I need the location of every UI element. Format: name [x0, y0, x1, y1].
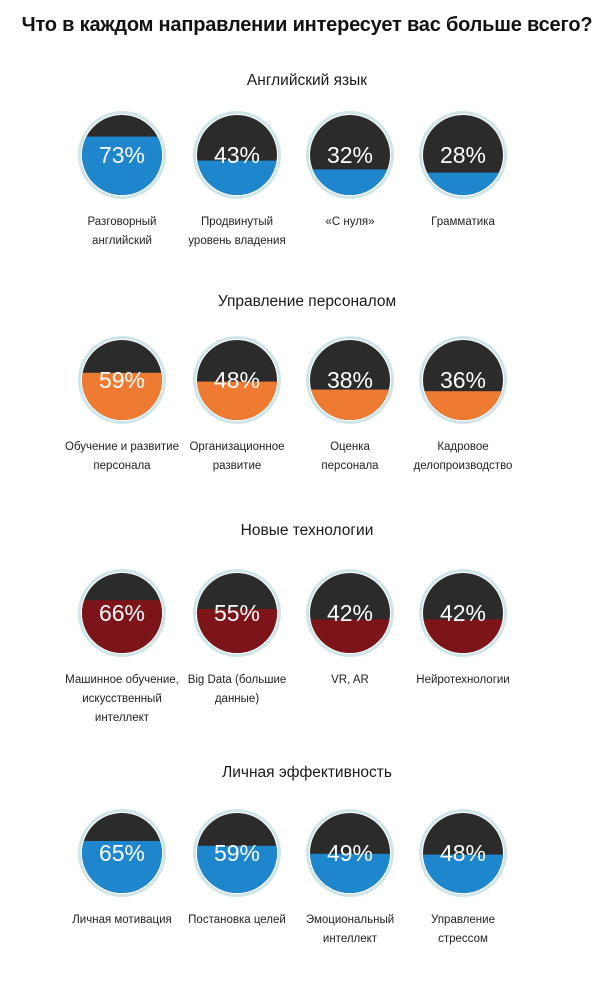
item-label: Обучение и развитие персонала [65, 441, 179, 472]
gauge-svg [305, 335, 395, 425]
gauge [418, 110, 508, 200]
gauge-svg [192, 110, 282, 200]
gauge [418, 808, 508, 898]
item-label: Продвинутый уровень владения [188, 216, 286, 247]
item-label: Big Data (большие данные) [187, 674, 287, 705]
item-label: Личная мотивация [72, 914, 172, 926]
gauge-svg [77, 110, 167, 200]
gauge-svg [192, 568, 282, 658]
gauge-value-label: 42% [326, 600, 374, 626]
gauge [77, 568, 167, 658]
gauge-value-label: 48% [213, 367, 261, 393]
gauge-value-label: 59% [98, 367, 146, 393]
gauge [305, 110, 395, 200]
gauge [192, 110, 282, 200]
gauge-value-label: 59% [213, 840, 261, 866]
gauge [77, 335, 167, 425]
gauge-svg [305, 110, 395, 200]
gauge-value-label: 43% [213, 142, 261, 168]
item-label: VR, AR [331, 674, 369, 686]
gauge-value-label: 65% [98, 840, 146, 866]
gauge-svg [305, 568, 395, 658]
item-label: Эмоциональный интеллект [305, 914, 395, 945]
gauge [418, 568, 508, 658]
item-label: Разговорный английский [87, 216, 157, 247]
gauge-svg [418, 568, 508, 658]
gauge-fill [423, 391, 503, 420]
gauge-svg [418, 335, 508, 425]
item-label: Машинное обучение, искусственный интеллект [65, 674, 179, 724]
item-label: «С нуля» [325, 216, 375, 228]
gauge [192, 568, 282, 658]
gauge [77, 110, 167, 200]
gauge-svg [192, 808, 282, 898]
section-title: Новые технологии [240, 522, 374, 539]
page-title: Что в каждом направлении интересует вас больше всего? [21, 14, 593, 36]
gauge-value-label: 73% [98, 142, 146, 168]
gauge [305, 808, 395, 898]
section-title: Английский язык [246, 72, 368, 89]
gauge-value-label: 66% [98, 600, 146, 626]
gauge-svg [77, 568, 167, 658]
item-label: Управление стрессом [431, 914, 495, 945]
item-label: Постановка целей [188, 914, 286, 926]
section-title: Управление персоналом [217, 293, 397, 310]
gauge-fill [423, 173, 503, 195]
item-label: Организационное развитие [189, 441, 285, 472]
gauge-svg [418, 110, 508, 200]
item-label: Грамматика [431, 216, 495, 228]
gauge-svg [418, 808, 508, 898]
gauge-fill [310, 390, 390, 420]
gauge-fill [310, 169, 390, 195]
gauge [77, 808, 167, 898]
item-label: Нейротехнологии [416, 674, 510, 686]
gauge-value-label: 38% [326, 367, 374, 393]
gauge [305, 335, 395, 425]
gauge-value-label: 28% [439, 142, 487, 168]
gauge-value-label: 36% [439, 367, 487, 393]
gauge-svg [77, 335, 167, 425]
gauge-value-label: 49% [326, 840, 374, 866]
gauge-value-label: 48% [439, 840, 487, 866]
gauge-value-label: 32% [326, 142, 374, 168]
item-label: Кадровое делопроизводство [413, 441, 513, 472]
section-title: Личная эффективность [222, 764, 392, 781]
item-label: Оценка персонала [321, 441, 379, 472]
gauge-value-label: 55% [213, 600, 261, 626]
gauge [418, 335, 508, 425]
gauge-svg [192, 335, 282, 425]
gauge-svg [305, 808, 395, 898]
gauge-value-label: 42% [439, 600, 487, 626]
gauge [305, 568, 395, 658]
gauge-svg [77, 808, 167, 898]
gauge [192, 808, 282, 898]
gauge [192, 335, 282, 425]
